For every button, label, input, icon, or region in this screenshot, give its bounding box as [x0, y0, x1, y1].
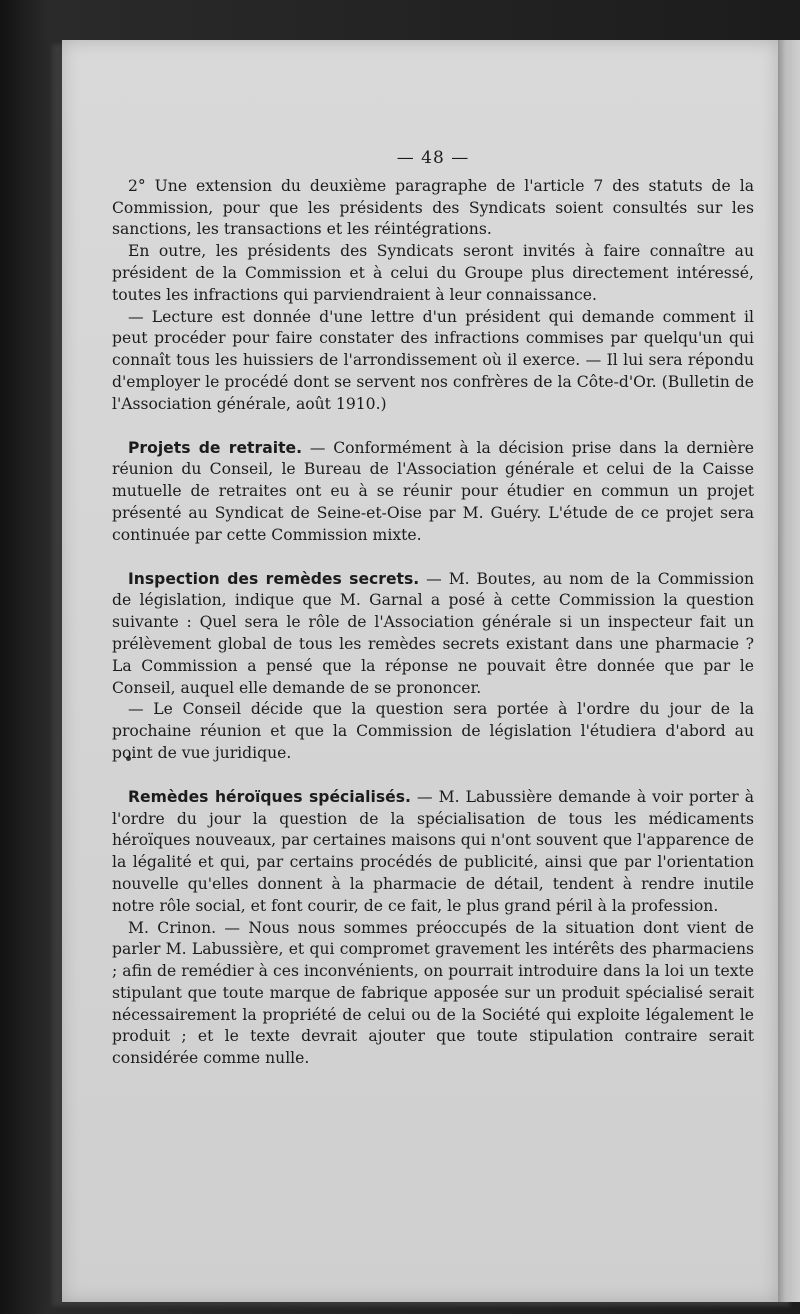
section-retraite — [112, 438, 754, 547]
section-heading: Inspection des remèdes secrets. — [128, 569, 420, 588]
page-content — [112, 148, 754, 1070]
section-heading: Projets de retraite. — [128, 438, 303, 457]
paragraph: 2° Une extension du deuxième paragraphe de l'article 7 des statuts de la Commission, pour que les présidents des Syndicats soient consultés sur les sanctions, les transactions et les réintégrations. — [112, 176, 754, 239]
paragraph: — Lecture est donnée d'une lettre d'un président qui demande comment il peut procéder pour faire constater des infractions commises par quelqu'un qui connaît tous les huissiers de l'arrondissement où il exerce. — Il lui sera répondu d'employer le procédé dont se servent nos confrères de la Côte-d'Or. (Bulletin de l'Association générale, août 1910.) — [112, 307, 754, 413]
page-number: — 48 — — [396, 148, 470, 168]
paragraph: — Le Conseil décide que la question sera portée à l'ordre du jour de la prochaine réunion et que la Commission de législation l'étudiera d'abord au point de vue juridique. — [112, 700, 754, 762]
section-text: — Conformément à la décision prise dans la dernière réunion du Conseil, le Bureau de l'Association générale et celui de la Caisse mutuelle de retraites ont eu à se réunir pour étudier en commun un projet présenté au Syndicat de Seine-et-Oise par M. Guéry. L'étude de ce projet sera continuée par cette Commission mixte. — [112, 438, 754, 544]
section-remedes-heroiques — [112, 787, 754, 918]
page-edge — [776, 40, 800, 1302]
paragraph: En outre, les présidents des Syndicats seront invités à faire connaître au président de la Commission et à celui du Groupe plus directement intéressé, toutes les infractions qui parviendraient à leur connaissance. — [112, 242, 754, 304]
section-inspection — [112, 569, 754, 700]
section-text: — M. Boutes, au nom de la Commission de législation, indique que M. Garnal a posé à cette Commission la question suivante : Quel sera le rôle de l'Association générale si un inspecteur fait un prélèvement global de tous les remèdes secrets existant dans une pharmacie ? La Commission a pensé que la réponse ne pouvait être donnée que par le Conseil, auquel elle demande de se prononcer. — [112, 569, 754, 697]
section-text: — M. Labussière demande à voir porter à l'ordre du jour la question de la spécialisation de tous les médicaments héroïques nouveaux, par certaines maisons qui n'ont souvent que l'apparence de la légalité et qui, par certains procédés de publicité, ainsi que par l'orientation nouvelle qu'elles donnent à la pharmacie de détail, tendent à rendre inutile notre rôle social, et font courir, de ce fait, le plus grand péril à la profession. — [112, 787, 755, 915]
paragraph: M. Crinon. — Nous nous sommes préoccupés de la situation dont vient de parler M. Labussière, et qui compromet gravement les intérêts des pharmaciens ; afin de remédier à ces inconvénients, on pourrait introduire dans la loi un texte stipulant que toute marque de fabrique apposée sur un produit spécialisé serait nécessairement la propriété de celui ou de la Société qui exploite légalement le produit ; et le texte devrait ajouter que toute stipulation contraire serait considérée comme nulle. — [112, 918, 754, 1068]
section-heading: Remèdes héroïques spécialisés. — [128, 787, 411, 806]
